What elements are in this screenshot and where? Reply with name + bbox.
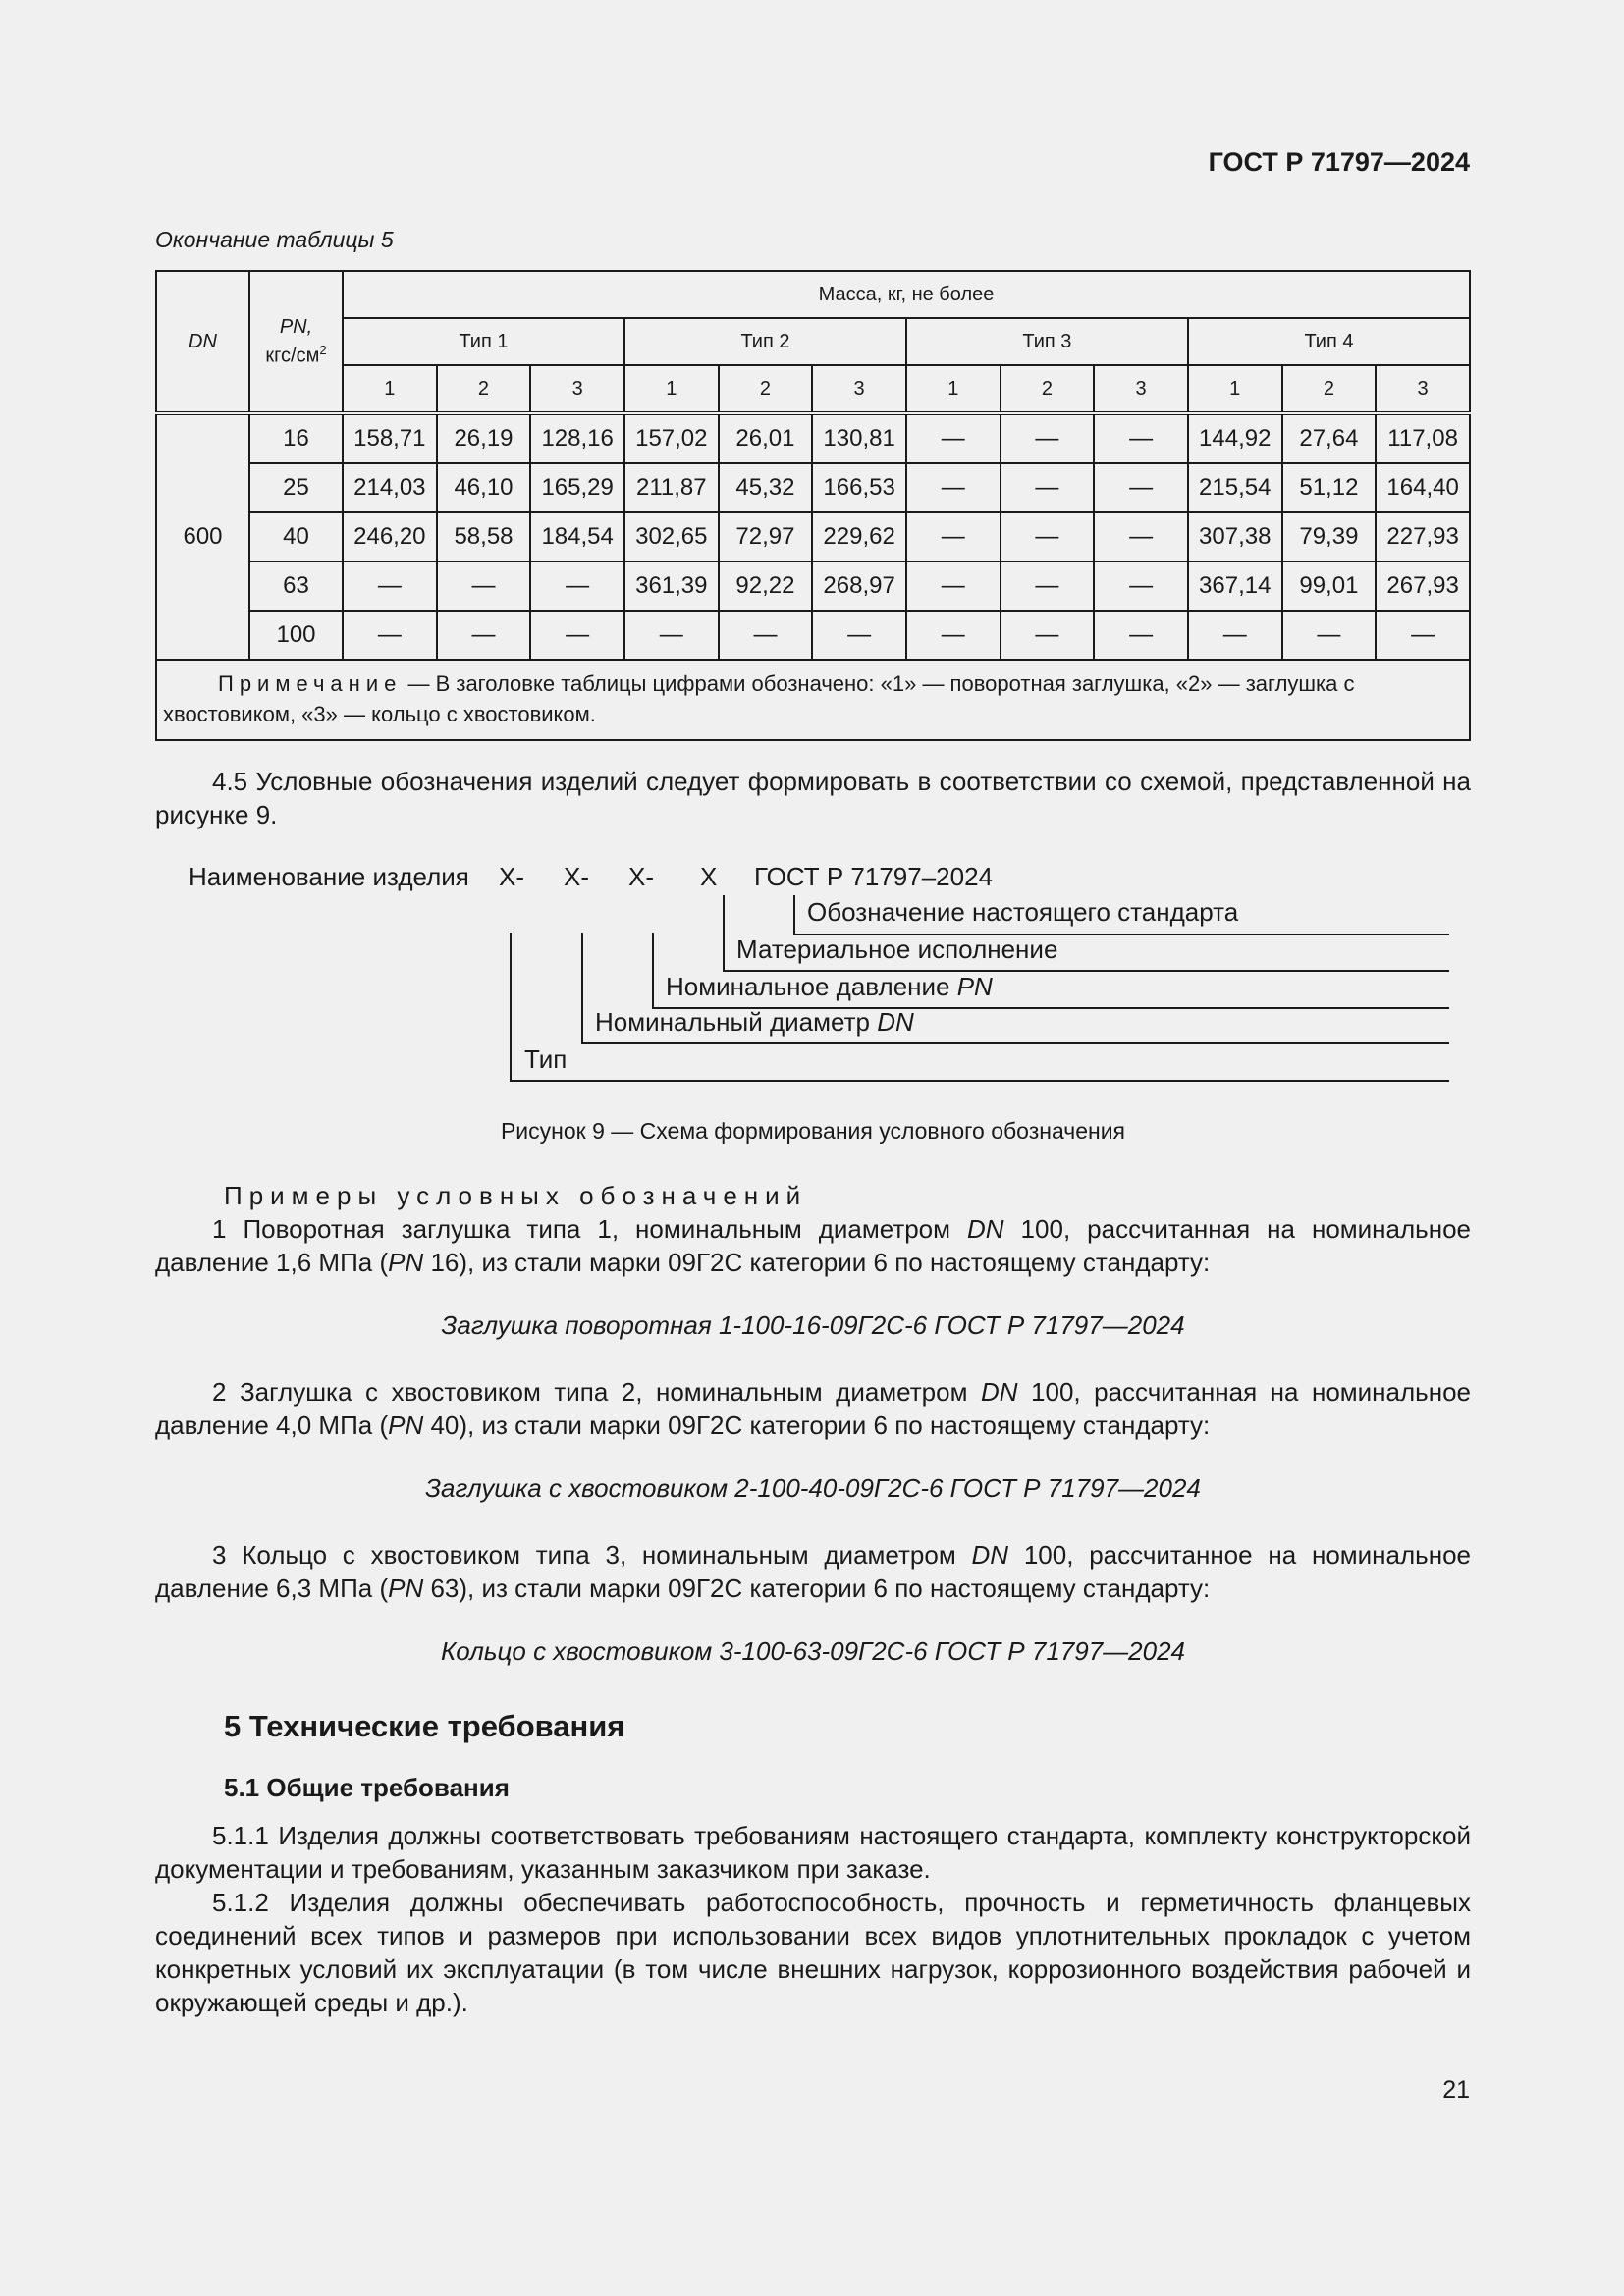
header-sub-4-3: 3 — [1376, 365, 1470, 413]
cell-mass: — — [624, 611, 719, 660]
cell-mass: — — [1376, 611, 1470, 660]
cell-mass: 92,22 — [719, 561, 813, 611]
header-mass: Масса, кг, не более — [343, 271, 1470, 318]
cell-mass: 130,81 — [812, 413, 906, 463]
cell-mass: 184,54 — [530, 512, 624, 561]
paragraph-4-5: 4.5 Условные обозначения изделий следует формировать в соответствии со схемой, представленной на рисунке 9. — [155, 767, 1471, 829]
cell-pn: 63 — [249, 561, 343, 611]
cell-mass: 267,93 — [1376, 561, 1470, 611]
fig-label-diameter-text: Номинальный диаметр — [595, 1007, 878, 1037]
example-3-c: 63), из стали марки 09Г2С категории 6 по настоящему стандарту: — [423, 1574, 1211, 1603]
cell-mass: — — [906, 413, 1001, 463]
cell-mass: 26,19 — [437, 413, 531, 463]
example-1-dn: DN — [967, 1214, 1004, 1244]
cell-mass: — — [906, 463, 1001, 512]
section-5-1-heading: 5.1 Общие требования — [224, 1773, 510, 1802]
cell-mass: 46,10 — [437, 463, 531, 512]
cell-mass: 26,01 — [719, 413, 813, 463]
fig-standard: ГОСТ Р 71797–2024 — [754, 862, 994, 891]
header-type-2: Тип 2 — [624, 318, 906, 365]
example-2-dn: DN — [980, 1377, 1018, 1407]
cell-mass: 165,29 — [530, 463, 624, 512]
cell-mass: — — [1001, 611, 1095, 660]
cell-mass: 157,02 — [624, 413, 719, 463]
fig-leader-diameter — [581, 933, 583, 1044]
cell-mass: — — [1282, 611, 1377, 660]
cell-mass: — — [437, 561, 531, 611]
fig-label-pressure — [666, 972, 993, 1002]
cell-mass: 227,93 — [1376, 512, 1470, 561]
figure-caption: Рисунок 9 — Схема формирования условного обозначения — [500, 1118, 1126, 1144]
cell-mass: 211,87 — [624, 463, 719, 512]
cell-mass: — — [1094, 512, 1188, 561]
cell-mass: — — [1001, 561, 1095, 611]
example-3 — [155, 1538, 1471, 1605]
cell-mass: — — [1094, 611, 1188, 660]
examples-title: Примеры условных обозначений — [224, 1181, 808, 1210]
cell-mass: — — [343, 611, 437, 660]
header-type-1: Тип 1 — [343, 318, 624, 365]
cell-mass: 128,16 — [530, 413, 624, 463]
header-sub-1-3: 3 — [530, 365, 624, 413]
header-sub-1-1: 1 — [343, 365, 437, 413]
example-2-code: Заглушка с хвостовиком 2-100-40-09Г2С-6 ГОСТ Р 71797—2024 — [425, 1473, 1201, 1503]
fig-label-material: Материальное исполнение — [736, 934, 1058, 964]
fig-x-diameter: Х- — [564, 862, 589, 891]
cell-mass: — — [1094, 413, 1188, 463]
example-1-c: 16), из стали марки 09Г2С категории 6 по настоящему стандарту: — [423, 1248, 1211, 1277]
example-3-pn: PN — [388, 1574, 424, 1603]
fig-x-material: Х — [700, 862, 718, 891]
cell-mass: 158,71 — [343, 413, 437, 463]
fig-leader-std — [793, 895, 795, 934]
fig-label-diameter-dn: DN — [877, 1007, 914, 1037]
fig-line-diameter — [581, 1042, 1449, 1044]
example-1 — [155, 1212, 1471, 1279]
cell-mass: 45,32 — [719, 463, 813, 512]
cell-mass: — — [906, 611, 1001, 660]
cell-dn: 600 — [156, 413, 249, 660]
fig-label-diameter — [595, 1007, 914, 1038]
section-5-heading: 5 Технические требования — [224, 1709, 625, 1743]
header-pn-symbol: PN, — [279, 316, 313, 339]
cell-mass: — — [1001, 413, 1095, 463]
example-3-a: 3 Кольцо с хвостовиком типа 3, номинальным диаметром — [212, 1540, 972, 1570]
table-note-label: Примечание — [218, 671, 403, 696]
cell-mass: 246,20 — [343, 512, 437, 561]
header-sub-3-2: 2 — [1001, 365, 1095, 413]
page-number: 21 — [1442, 2076, 1470, 2104]
fig-label-pressure-pn: PN — [956, 972, 993, 1001]
header-sub-4-1: 1 — [1188, 365, 1282, 413]
cell-mass: — — [1094, 463, 1188, 512]
fig-label-type: Тип — [524, 1044, 568, 1074]
cell-mass: 27,64 — [1282, 413, 1377, 463]
cell-mass: — — [812, 611, 906, 660]
cell-mass: 51,12 — [1282, 463, 1377, 512]
cell-pn: 100 — [249, 611, 343, 660]
cell-mass: — — [1001, 512, 1095, 561]
cell-mass: 79,39 — [1282, 512, 1377, 561]
paragraph-5-1-1: 5.1.1 Изделия должны соответствовать требованиям настоящего стандарта, комплекту конструкторской документации и требованиям, указанным заказчиком при заказе. — [155, 1821, 1471, 1884]
cell-mass: 214,03 — [343, 463, 437, 512]
header-sub-2-1: 1 — [624, 365, 719, 413]
fig-label-std: Обозначение настоящего стандарта — [807, 897, 1239, 927]
example-2 — [155, 1375, 1471, 1442]
fig-line-type — [510, 1080, 1449, 1082]
example-3-b: 100, рассчитанное на номинальное давление 6,3 МПа ( — [155, 1540, 1471, 1603]
example-3-code: Кольцо с хвостовиком 3-100-63-09Г2С-6 ГОСТ Р 71797—2024 — [440, 1636, 1186, 1666]
cell-mass: 144,92 — [1188, 413, 1282, 463]
example-1-a: 1 Поворотная заглушка типа 1, номинальным диаметром — [212, 1214, 968, 1244]
table-row — [156, 561, 1470, 611]
mass-table — [155, 270, 1471, 741]
cell-mass: 229,62 — [812, 512, 906, 561]
table-row — [156, 463, 1470, 512]
example-1-b: 100, рассчитанная на номинальное давление 1,6 МПа ( — [155, 1214, 1471, 1277]
cell-mass: — — [437, 611, 531, 660]
header-sub-3-1: 1 — [906, 365, 1001, 413]
example-3-dn: DN — [971, 1540, 1009, 1570]
header-pn-unit-sup: 2 — [319, 343, 327, 358]
header-sub-1-2: 2 — [437, 365, 531, 413]
header-sub-2-2: 2 — [719, 365, 813, 413]
header-subcolumns — [156, 365, 1470, 413]
cell-mass: 268,97 — [812, 561, 906, 611]
cell-mass: 215,54 — [1188, 463, 1282, 512]
table-row — [156, 611, 1470, 660]
cell-mass: — — [1001, 463, 1095, 512]
cell-mass: 367,14 — [1188, 561, 1282, 611]
example-2-c: 40), из стали марки 09Г2С категории 6 по настоящему стандарту: — [423, 1411, 1211, 1440]
example-2-a: 2 Заглушка с хвостовиком типа 2, номинальным диаметром — [212, 1377, 981, 1407]
fig-leader-material — [723, 895, 725, 972]
document-code: ГОСТ Р 71797—2024 — [1208, 147, 1470, 177]
fig-label-pressure-text: Номинальное давление — [666, 972, 957, 1001]
header-dn: DN — [156, 271, 249, 413]
table-note-text: — В заголовке таблицы цифрами обозначено: «1» — поворотная заглушка, «2» — заглушка с хвостовиком, «3» — кольцо с хвостовиком. — [163, 671, 1355, 726]
fig-x-pressure: Х- — [628, 862, 654, 891]
cell-mass: 166,53 — [812, 463, 906, 512]
paragraph-5-1-2: 5.1.2 Изделия должны обеспечивать работоспособность, прочность и герметичность фланцевых соединений всех типов и размеров при использовании всех видов уплотнительных прокладок с учетом конкретных условий их эксплуатации (в том числе внешних нагрузок, коррозионного воздействия рабочей и окружающей среды и др.). — [155, 1888, 1471, 2017]
example-1-code: Заглушка поворотная 1-100-16-09Г2С-6 ГОСТ Р 71797—2024 — [441, 1310, 1185, 1340]
table-note — [156, 660, 1470, 740]
header-type-4: Тип 4 — [1188, 318, 1470, 365]
table-row — [156, 512, 1470, 561]
cell-mass: 302,65 — [624, 512, 719, 561]
header-sub-4-2: 2 — [1282, 365, 1377, 413]
cell-pn: 25 — [249, 463, 343, 512]
fig-leader-type — [510, 933, 512, 1082]
cell-mass: — — [906, 512, 1001, 561]
header-pn-unit: кгс/см — [265, 345, 320, 367]
fig-x-type: Х- — [499, 862, 524, 891]
example-1-pn: PN — [388, 1248, 424, 1277]
header-pn — [249, 271, 343, 413]
example-2-b: 100, рассчитанная на номинальное давление 4,0 МПа ( — [155, 1377, 1471, 1440]
cell-pn: 40 — [249, 512, 343, 561]
cell-mass: 164,40 — [1376, 463, 1470, 512]
cell-mass: — — [530, 611, 624, 660]
cell-mass: — — [1188, 611, 1282, 660]
cell-mass: 72,97 — [719, 512, 813, 561]
fig-product-name: Наименование изделия — [189, 862, 469, 891]
cell-mass: — — [1094, 561, 1188, 611]
table-caption: Окончание таблицы 5 — [155, 227, 394, 252]
cell-mass: 58,58 — [437, 512, 531, 561]
table-row — [156, 413, 1470, 463]
example-2-pn: PN — [388, 1411, 424, 1440]
cell-mass: — — [906, 561, 1001, 611]
cell-mass: 361,39 — [624, 561, 719, 611]
header-type-3: Тип 3 — [906, 318, 1188, 365]
header-sub-2-3: 3 — [812, 365, 906, 413]
fig-leader-pressure — [652, 933, 654, 1009]
cell-mass: 99,01 — [1282, 561, 1377, 611]
cell-mass: 307,38 — [1188, 512, 1282, 561]
cell-mass: — — [530, 561, 624, 611]
cell-mass: — — [719, 611, 813, 660]
cell-pn: 16 — [249, 413, 343, 463]
cell-mass: — — [343, 561, 437, 611]
header-sub-3-3: 3 — [1094, 365, 1188, 413]
cell-mass: 117,08 — [1376, 413, 1470, 463]
